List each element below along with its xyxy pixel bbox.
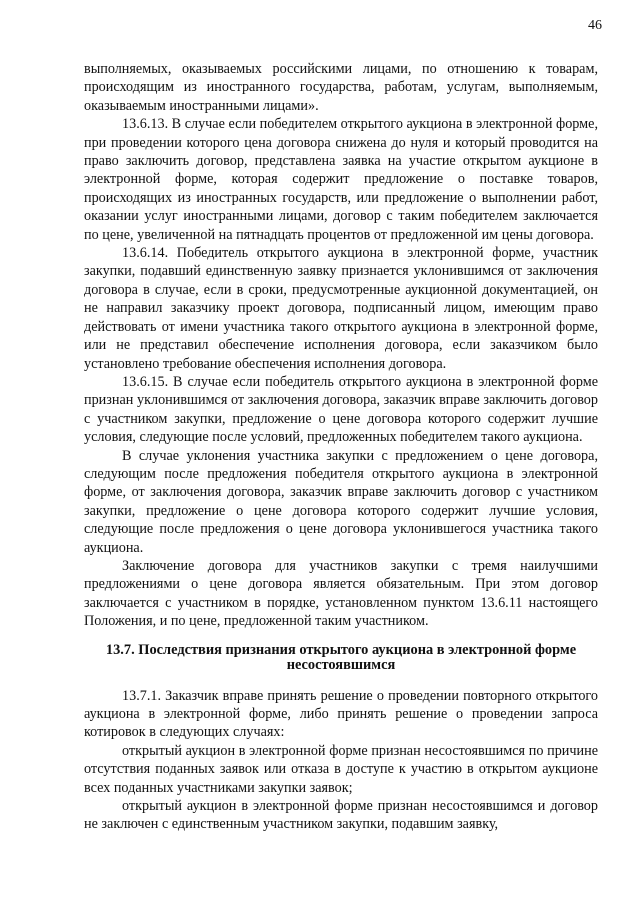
document-body (84, 60, 598, 834)
paragraph-case-single-bidder: открытый аукцион в электронной форме признан несостоявшимся и договор не заключен с единственным участником закупки, подавшим заявку, (84, 798, 598, 833)
paragraph-13-6-13: 13.6.13. В случае если победителем открытого аукциона в электронной форме, при проведении которого цена договора снижена до нуля и который проводится на право заключить договор, представлена заявка на участие открытом аукционе в электронной форме, которая содержит предложение о поставке товаров, происходящих из иностранных государств, или предложение о выполнении работ, оказании услуг иностранными лицами, договор с таким победителем заключается по цене, увеличенной на пятнадцать процентов от предложенной им цены договора. (84, 116, 598, 243)
paragraph-evasion: В случае уклонения участника закупки с предложением о цене договора, следующим после предложения победителя открытого аукциона в электронной форме, от заключения договора, заказчик вправе заключить договор с участником закупки, предложение о цене договора которого содержит лучшие условия, следующие после предложения о цене договора уклонившегося участника такого аукциона. (84, 447, 598, 556)
paragraph-13-6-14: 13.6.14. Победитель открытого аукциона в электронной форме, участник закупки, подавший единственную заявку признается уклонившимся от заключения договора в случае, если в сроки, предусмотренные аукционной документацией, он не направил заказчику проект договора, подписанный лицом, имеющим право действовать от имени участника такого открытого аукциона в электронной форме, или не представил обеспечение исполнения договора, если заказчиком было установлено требование обеспечения исполнения договора. (84, 245, 598, 372)
section-heading-line-2: несостоявшимся (286, 656, 396, 673)
section-heading-13-7 (84, 643, 598, 673)
page-number: 46 (588, 18, 602, 33)
section-heading-line-1: 13.7. Последствия признания открытого аукциона в электронной форме (105, 641, 577, 658)
paragraph-13-7-1: 13.7.1. Заказчик вправе принять решение о проведении повторного открытого аукциона в электронной форме, либо принять решение о проведении запроса котировок в следующих случаях: (84, 687, 598, 741)
paragraph-continuation: выполняемых, оказываемых российскими лицами, по отношению к товарам, происходящим из иностранного государства, работам, услугам, выполняемым, оказываемым иностранными лицами». (84, 61, 598, 114)
paragraph-13-6-15: 13.6.15. В случае если победитель открытого аукциона в электронной форме признан уклонившимся от заключения договора, заказчик вправе заключить договор с участником закупки, предложение о цене договора которого содержит лучшие условия, следующие после условий, предложенных победителем такого аукциона. (84, 373, 598, 446)
paragraph-case-no-bids: открытый аукцион в электронной форме признан несостоявшимся по причине отсутствия поданных заявок или отказа в доступе к участию в открытом аукционе всех поданных участниками закупки заявок; (84, 742, 598, 796)
paragraph-conclusion: Заключение договора для участников закупки с тремя наилучшими предложениями о цене договора является обязательным. При этом договор заключается с участником в порядке, установленном пунктом 13.6.11 настоящего Положения, и по цене, предложенной таким участником. (84, 557, 598, 630)
